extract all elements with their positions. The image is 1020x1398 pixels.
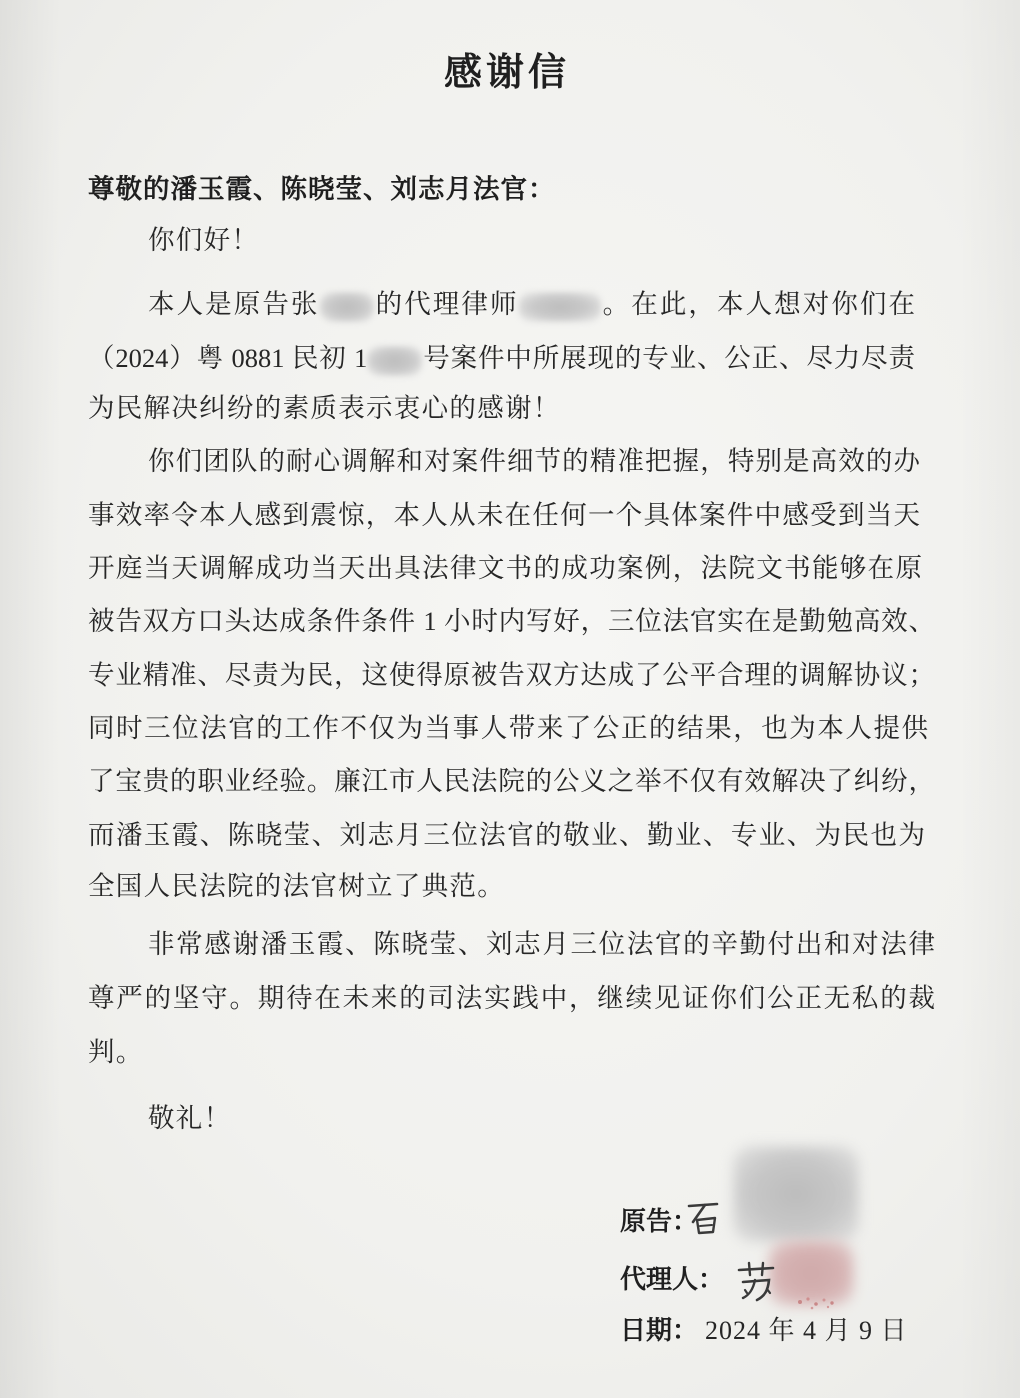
- redacted-name-blur: [519, 292, 601, 322]
- closing: 敬礼！: [148, 1103, 232, 1133]
- letter-title: 感谢信: [443, 50, 570, 94]
- thanks-line: 非常感谢潘玉霞、陈晓莹、刘志月三位法官的辛勤付出和对法律: [148, 929, 935, 959]
- date-value: 2024 年 4 月 9 日: [705, 1316, 908, 1345]
- agent-handwritten-signature: [735, 1260, 779, 1304]
- praise-line: 全国人民法院的法官树立了典范。: [88, 871, 505, 901]
- praise-line: 了宝贵的职业经验。廉江市人民法院的公义之举不仅有效解决了纠纷，: [88, 766, 935, 796]
- intro-text-segment: 本人是原告张: [148, 289, 320, 319]
- thanks-line: 尊严的坚守。期待在未来的司法实践中，继续见证你们公正无私的裁: [88, 983, 935, 1013]
- praise-line: 而潘玉霞、陈晓莹、刘志月三位法官的敬业、勤业、专业、为民也为: [88, 820, 925, 850]
- intro-text-segment: 。在此，本人想对你们在: [600, 289, 916, 319]
- case-number-segment: （2024）粤 0881 民初 1: [88, 343, 368, 373]
- redacted-signature-blur: [733, 1146, 859, 1242]
- praise-line: 专业精准、尽责为民，这使得原被告双方达成了公平合理的调解协议；: [88, 660, 935, 690]
- intro-line-2: [88, 341, 915, 375]
- praise-line: 被告双方口头达成条件条件 1 小时内写好，三位法官实在是勤勉高效、: [88, 606, 935, 636]
- praise-line: 开庭当天调解成功当天出具法律文书的成功案例，法院文书能够在原: [88, 553, 922, 583]
- seal-remnant-dots: [790, 1290, 850, 1314]
- thanks-line: 判。: [88, 1037, 144, 1067]
- intro-line-3: 为民解决纠纷的素质表示衷心的感谢！: [88, 393, 561, 423]
- date-label: 日期：: [620, 1316, 699, 1346]
- praise-line: 事效率令本人感到震惊，本人从未在任何一个具体案件中感受到当天: [88, 500, 920, 530]
- intro-line-1: [148, 287, 915, 321]
- redacted-case-number-blur: [367, 346, 422, 376]
- agent-label: 代理人：: [620, 1265, 725, 1295]
- intro-text-segment: 号案件中所展现的专业、公正、尽力尽责: [422, 343, 916, 373]
- redacted-name-blur: [320, 292, 374, 322]
- plaintiff-handwritten-signature: [683, 1198, 725, 1242]
- intro-text-segment: 的代理律师: [373, 289, 519, 319]
- plaintiff-label: 原告：: [620, 1207, 699, 1237]
- greeting: 你们好！: [148, 225, 260, 255]
- praise-line: 你们团队的耐心调解和对案件细节的精准把握，特别是高效的办: [148, 446, 920, 476]
- praise-line: 同时三位法官的工作不仅为当事人带来了公正的结果，也为本人提供: [88, 713, 928, 743]
- salutation: 尊敬的潘玉霞、陈晓莹、刘志月法官：: [88, 174, 556, 205]
